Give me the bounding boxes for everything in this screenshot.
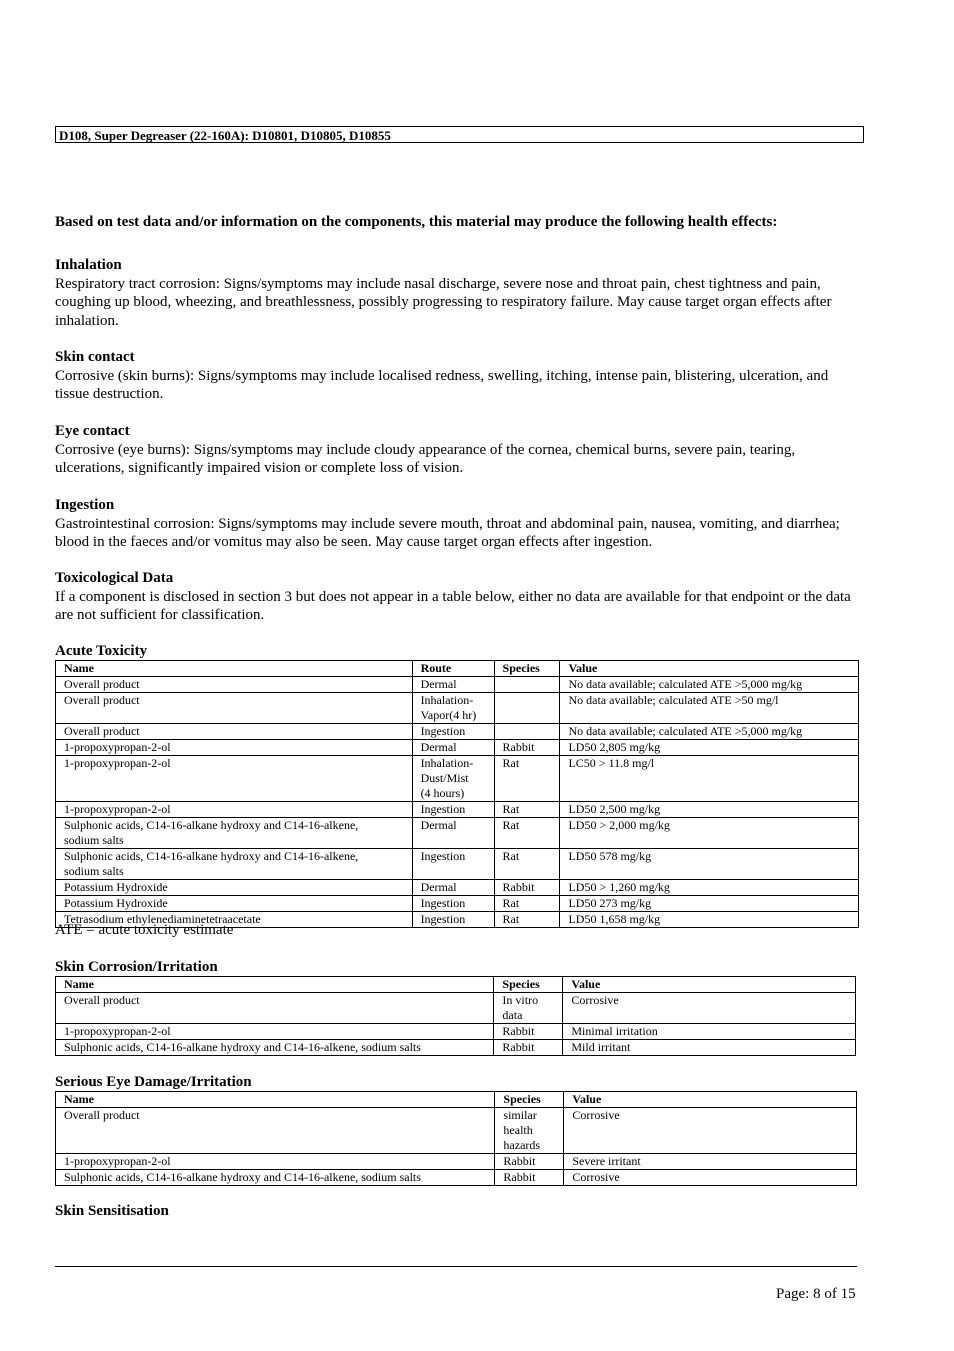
table-row <box>56 1154 857 1170</box>
section-text: Corrosive (eye burns): Signs/symptoms may include cloudy appearance of the cornea, chemical burns, severe pain, tearing, ulcerations, significantly impaired vision or complete loss of vision. <box>55 441 796 476</box>
cell-name: 1-propoxypropan-2-ol <box>56 1024 494 1040</box>
footer-divider <box>55 1266 857 1267</box>
header-route: Route <box>412 661 494 677</box>
cell-value: LD50 578 mg/kg <box>560 849 859 880</box>
section-text: If a component is disclosed in section 3 but does not appear in a table below, either no data are available for that endpoint or the data are not sufficient for classification. <box>55 588 851 623</box>
cell-species: Rabbit <box>494 1024 563 1040</box>
table-row <box>56 818 859 849</box>
table-row <box>56 677 859 693</box>
table-row <box>56 756 859 802</box>
cell-name: 1-propoxypropan-2-ol <box>56 756 413 802</box>
table-row <box>56 1024 856 1040</box>
acute-toxicity-title: Acute Toxicity <box>55 643 148 659</box>
toxicological-data-section <box>55 569 860 625</box>
cell-species: similar health hazards <box>495 1108 564 1154</box>
intro-text: Based on test data and/or information on the components, this material may produce the following health effects: <box>55 214 778 230</box>
cell-name: Overall product <box>56 724 413 740</box>
cell-species: Rabbit <box>494 880 560 896</box>
cell-value: Severe irritant <box>564 1154 857 1170</box>
cell-name: Overall product <box>56 993 494 1024</box>
cell-name: Tetrasodium ethylenediaminetetraacetate <box>56 912 413 928</box>
header-species: Species <box>495 1092 564 1108</box>
cell-route: Inhalation- Vapor(4 hr) <box>412 693 494 724</box>
header-value: Value <box>560 661 859 677</box>
product-header: D108, Super Degreaser (22-160A): D10801, D10805, D10855 <box>55 126 864 143</box>
cell-route: Dermal <box>412 740 494 756</box>
section-title: Toxicological Data <box>55 570 174 586</box>
cell-value: Corrosive <box>564 1108 857 1154</box>
skin-contact-section <box>55 348 860 404</box>
cell-name: Overall product <box>56 693 413 724</box>
skin-corrosion-title: Skin Corrosion/Irritation <box>55 959 218 975</box>
section-title: Eye contact <box>55 423 130 439</box>
table-header-row <box>56 661 859 677</box>
cell-value: No data available; calculated ATE >5,000 mg/kg <box>560 724 859 740</box>
cell-value: Corrosive <box>563 993 856 1024</box>
cell-name: 1-propoxypropan-2-ol <box>56 1154 495 1170</box>
cell-value: No data available; calculated ATE >50 mg/l <box>560 693 859 724</box>
cell-value: LC50 > 11.8 mg/l <box>560 756 859 802</box>
cell-species: Rat <box>494 756 560 802</box>
page-number: Page: 8 of 15 <box>776 1286 856 1302</box>
section-title: Skin contact <box>55 349 135 365</box>
cell-name: 1-propoxypropan-2-ol <box>56 802 413 818</box>
cell-value: Corrosive <box>564 1170 857 1186</box>
cell-value: Minimal irritation <box>563 1024 856 1040</box>
cell-name: Sulphonic acids, C14-16-alkane hydroxy and C14-16-alkene, sodium salts <box>56 818 413 849</box>
eye-damage-table <box>55 1091 857 1186</box>
table-row <box>56 1040 856 1056</box>
ingestion-section <box>55 496 860 552</box>
section-title: Ingestion <box>55 497 115 513</box>
cell-species: Rat <box>494 849 560 880</box>
table-row <box>56 896 859 912</box>
cell-value: LD50 > 1,260 mg/kg <box>560 880 859 896</box>
cell-species: Rat <box>494 802 560 818</box>
cell-value: LD50 2,500 mg/kg <box>560 802 859 818</box>
cell-route: Ingestion <box>412 724 494 740</box>
table-row <box>56 802 859 818</box>
cell-name: 1-propoxypropan-2-ol <box>56 740 413 756</box>
table-row <box>56 1108 857 1154</box>
cell-route: Ingestion <box>412 802 494 818</box>
cell-route: Ingestion <box>412 912 494 928</box>
section-title: Inhalation <box>55 257 122 273</box>
header-name: Name <box>56 661 413 677</box>
table-header-row <box>56 977 856 993</box>
cell-name: Potassium Hydroxide <box>56 880 413 896</box>
header-name: Name <box>56 1092 495 1108</box>
header-species: Species <box>494 661 560 677</box>
header-value: Value <box>564 1092 857 1108</box>
cell-route: Dermal <box>412 880 494 896</box>
cell-value: LD50 > 2,000 mg/kg <box>560 818 859 849</box>
skin-sensitisation-title: Skin Sensitisation <box>55 1203 169 1219</box>
cell-route: Ingestion <box>412 849 494 880</box>
table-row <box>56 693 859 724</box>
cell-species <box>494 724 560 740</box>
table-row <box>56 993 856 1024</box>
skin-corrosion-table <box>55 976 856 1056</box>
cell-species: Rat <box>494 912 560 928</box>
table-row <box>56 740 859 756</box>
cell-species: Rabbit <box>494 1040 563 1056</box>
cell-route: Inhalation- Dust/Mist (4 hours) <box>412 756 494 802</box>
cell-species: Rat <box>494 896 560 912</box>
cell-value: LD50 273 mg/kg <box>560 896 859 912</box>
cell-route: Dermal <box>412 677 494 693</box>
eye-damage-title: Serious Eye Damage/Irritation <box>55 1074 252 1090</box>
section-text: Respiratory tract corrosion: Signs/symptoms may include nasal discharge, severe nose and throat pain, chest tightness and pain, coughing up blood, wheezing, and breathlessness, possibly progressing to respiratory failure. May cause target organ effects after inhalation. <box>55 275 832 329</box>
cell-value: LD50 2,805 mg/kg <box>560 740 859 756</box>
cell-name: Overall product <box>56 1108 495 1154</box>
cell-value: No data available; calculated ATE >5,000 mg/kg <box>560 677 859 693</box>
cell-species <box>494 693 560 724</box>
cell-name: Potassium Hydroxide <box>56 896 413 912</box>
section-text: Gastrointestinal corrosion: Signs/symptoms may include severe mouth, throat and abdominal pain, nausea, vomiting, and diarrhea; blood in the faeces and/or vomitus may also be seen. May cause target organ effects after ingestion. <box>55 515 840 550</box>
acute-toxicity-table <box>55 660 859 928</box>
header-name: Name <box>56 977 494 993</box>
cell-route: Dermal <box>412 818 494 849</box>
cell-name: Overall product <box>56 677 413 693</box>
cell-name: Sulphonic acids, C14-16-alkane hydroxy and C14-16-alkene, sodium salts <box>56 849 413 880</box>
section-text: Corrosive (skin burns): Signs/symptoms may include localised redness, swelling, itching, intense pain, blistering, ulceration, and tissue destruction. <box>55 367 829 402</box>
cell-route: Ingestion <box>412 896 494 912</box>
table-row <box>56 880 859 896</box>
cell-name: Sulphonic acids, C14-16-alkane hydroxy and C14-16-alkene, sodium salts <box>56 1170 495 1186</box>
cell-value: LD50 1,658 mg/kg <box>560 912 859 928</box>
cell-species: Rabbit <box>495 1170 564 1186</box>
cell-value: Mild irritant <box>563 1040 856 1056</box>
cell-species <box>494 677 560 693</box>
table-row <box>56 724 859 740</box>
cell-species: In vitro data <box>494 993 563 1024</box>
header-species: Species <box>494 977 563 993</box>
eye-contact-section <box>55 422 860 478</box>
cell-species: Rabbit <box>494 740 560 756</box>
cell-name: Sulphonic acids, C14-16-alkane hydroxy and C14-16-alkene, sodium salts <box>56 1040 494 1056</box>
table-header-row <box>56 1092 857 1108</box>
header-value: Value <box>563 977 856 993</box>
cell-species: Rat <box>494 818 560 849</box>
table-row <box>56 849 859 880</box>
ate-note: ATE = acute toxicity estimate <box>55 922 234 938</box>
inhalation-section <box>55 256 860 330</box>
table-row <box>56 1170 857 1186</box>
cell-species: Rabbit <box>495 1154 564 1170</box>
